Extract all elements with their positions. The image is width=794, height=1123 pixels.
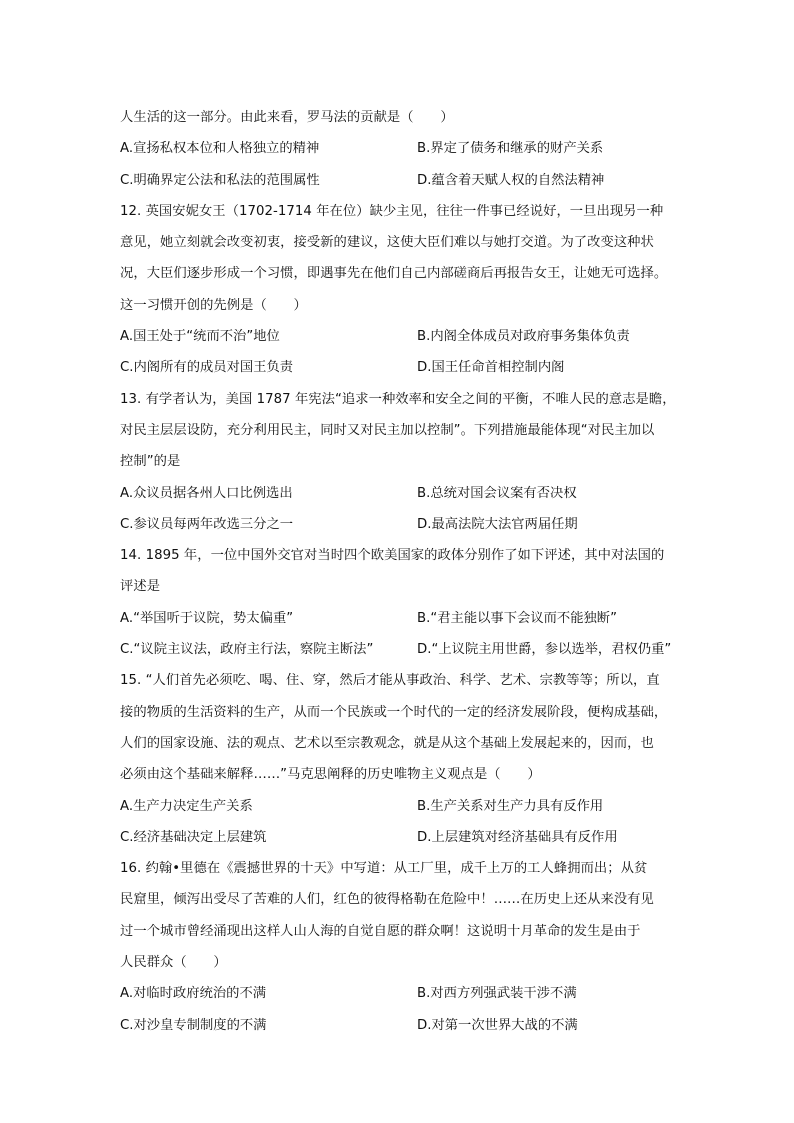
question-text-line: 人们的国家设施、法的观点、艺术以至宗教观念，就是从这个基础上发展起来的，因而，也: [120, 735, 654, 751]
question-15: [120, 665, 680, 853]
option-row: [120, 165, 680, 196]
question-text-line: 对民主层层设防，充分利用民主，同时又对民主加以控制”。下列措施最能体现“对民主加以: [120, 422, 655, 438]
exam-page: [120, 102, 680, 1041]
question-text-line: 况，大臣们逐步形成一个习惯，即遇事先在他们自己内部磋商后再报告女王，让她无可选择。: [120, 266, 668, 282]
option-a: A.宣扬私权本位和人格独立的精神: [120, 141, 320, 157]
option-a: A.生产力决定生产关系: [120, 798, 253, 814]
option-row: [120, 478, 680, 509]
option-a: A.国王处于“统而不治”地位: [120, 329, 280, 345]
question-14: [120, 540, 680, 665]
question-text-line: 人民群众（ ）: [120, 955, 227, 971]
option-row: [120, 634, 680, 665]
option-c: C.经济基础决定上层建筑: [120, 829, 267, 845]
option-row: [120, 133, 680, 164]
question-text-line: 民窟里，倾泻出受尽了苦难的人们，红色的彼得格勒在危险中！……在历史上还从来没有见: [120, 892, 654, 908]
question-11: [120, 102, 680, 196]
option-d: D.最高法院大法官两届任期: [417, 516, 578, 532]
option-row: [120, 603, 680, 634]
option-c: C.对沙皇专制制度的不满: [120, 1017, 267, 1033]
option-b: B.总统对国会议案有否决权: [417, 485, 577, 501]
question-text-line: 接的物质的生活资料的生产，从而一个民族或一个时代的一定的经济发展阶段，便构成基础，: [120, 704, 668, 720]
option-b: B.内阁全体成员对政府事务集体负责: [417, 329, 630, 345]
option-c: C.参议员每两年改选三分之一: [120, 516, 294, 532]
question-13: [120, 384, 680, 540]
question-text-line: 评述是: [120, 579, 161, 595]
option-row: [120, 791, 680, 822]
option-d: D.对第一次世界大战的不满: [417, 1017, 578, 1033]
option-c: C.“议院主议法，政府主行法，察院主断法”: [120, 642, 374, 658]
option-b: B.界定了债务和继承的财产关系: [417, 141, 604, 157]
option-row: [120, 509, 680, 540]
question-text-line: 13. 有学者认为，美国 1787 年宪法“追求一种效率和安全之间的平衡，不唯人民的意志是瞻，: [120, 391, 676, 407]
option-d: D.国王任命首相控制内阁: [417, 360, 565, 376]
question-text-line: 过一个城市曾经涌现出这样人山人海的自觉自愿的群众啊！这说明十月革命的发生是由于: [120, 923, 641, 939]
question-12: [120, 196, 680, 384]
option-d: D.蕴含着天赋人权的自然法精神: [417, 172, 605, 188]
option-d: D.上层建筑对经济基础具有反作用: [417, 829, 618, 845]
option-b: B.对西方列强武装干涉不满: [417, 986, 577, 1002]
question-text-line: 14. 1895 年，一位中国外交官对当时四个欧美国家的政体分别作了如下评述，其中对法国的: [120, 548, 665, 564]
option-row: [120, 321, 680, 352]
option-c: C.内阁所有的成员对国王负责: [120, 360, 294, 376]
option-a: A.“举国听于议院，势太偏重”: [120, 610, 294, 626]
option-b: B.生产关系对生产力具有反作用: [417, 798, 604, 814]
option-b: B.“君主能以事下会议而不能独断”: [417, 610, 617, 626]
option-row: [120, 822, 680, 853]
option-d: D.“上议院主用世爵，参以选举，君权仍重”: [417, 642, 672, 658]
option-row: [120, 978, 680, 1009]
option-a: A.对临时政府统治的不满: [120, 986, 267, 1002]
option-a: A.众议员据各州人口比例选出: [120, 485, 293, 501]
question-text-line: 15. “人们首先必须吃、喝、住、穿，然后才能从事政治、科学、艺术、宗教等等；所以，直: [120, 673, 660, 689]
option-row: [120, 1010, 680, 1041]
question-text-line: 人生活的这一部分。由此来看，罗马法的贡献是（ ）: [120, 110, 454, 125]
question-16: [120, 853, 680, 1041]
question-text-line: 控制”的是: [120, 454, 181, 470]
option-row: [120, 352, 680, 383]
question-text-line: 意见，她立刻就会改变初衷，接受新的建议，这使大臣们难以与她打交道。为了改变这种状: [120, 235, 654, 251]
question-text-line: 16. 约翰•里德在《震撼世界的十天》中写道：从工厂里，成千上万的工人蜂拥而出；从贫: [120, 861, 648, 877]
question-text-line: 12. 英国安妮女王（1702-1714 年在位）缺少主见，往往一件事已经说好，一旦出现另一种: [120, 203, 664, 219]
question-text-line: 这一习惯开创的先例是（ ）: [120, 297, 307, 313]
question-text-line: 必须由这个基础来解释……”马克思阐释的历史唯物主义观点是（ ）: [120, 767, 541, 783]
option-c: C.明确界定公法和私法的范围属性: [120, 172, 320, 188]
